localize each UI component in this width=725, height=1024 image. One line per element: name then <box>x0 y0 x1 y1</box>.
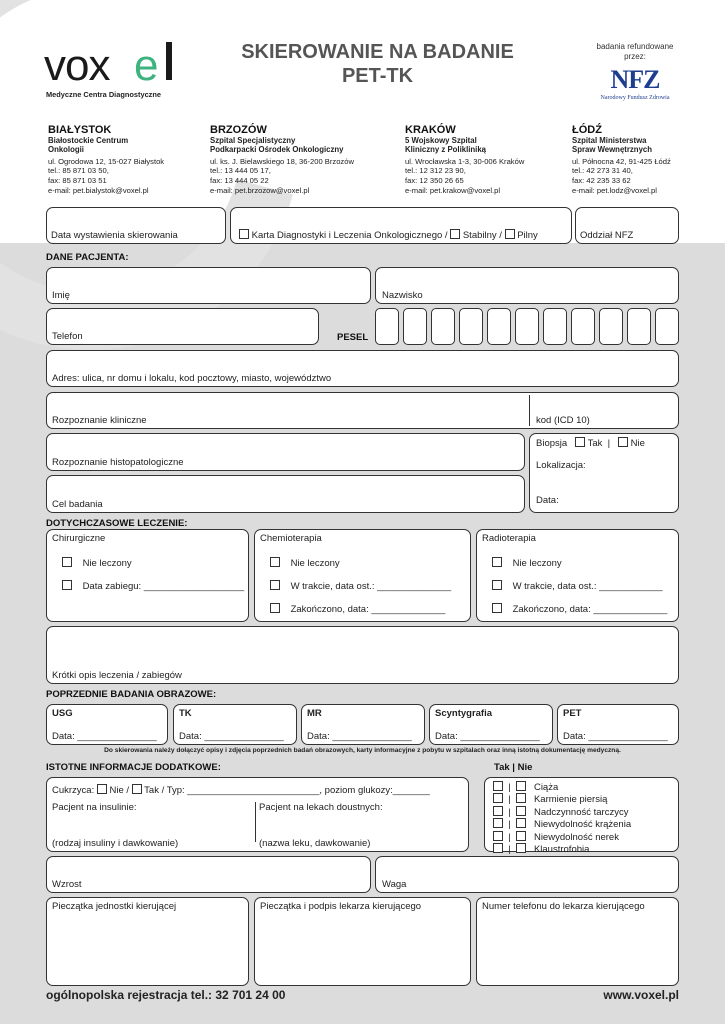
condition-yes-checkbox[interactable] <box>493 793 503 803</box>
form-title-line1: SKIEROWANIE NA BADANIE <box>241 41 514 63</box>
center-institution: Spraw Wewnętrznych <box>572 145 653 155</box>
chemo-not-treated-label: Nie leczony <box>290 558 340 569</box>
biopsy-panel <box>529 433 679 513</box>
condition-label: Nadczynność tarczycy <box>533 806 629 818</box>
center-city: BIAŁYSTOK <box>48 124 112 136</box>
doctor-phone-label: Numer telefonu do lekarza kierującego <box>482 901 645 912</box>
center-phone: tel.: 12 312 23 90, <box>405 166 466 176</box>
condition-yes-checkbox[interactable] <box>493 781 503 791</box>
pesel-digit-cell[interactable] <box>515 308 539 345</box>
radio-not-treated-label: Nie leczony <box>512 558 562 569</box>
height-label: Wzrost <box>52 879 82 890</box>
diabetes-no-label: Nie <box>109 785 124 796</box>
diabetes-row <box>52 784 430 796</box>
imaging-tk-field[interactable] <box>173 704 297 745</box>
center-institution: Onkologii <box>48 145 84 155</box>
radio-title: Radioterapia <box>482 533 536 544</box>
icd-code-label: kod (ICD 10) <box>536 415 590 426</box>
conditions-panel <box>484 777 679 856</box>
condition-no-checkbox[interactable] <box>516 831 526 841</box>
radio-option-finished <box>492 603 667 615</box>
chemo-ongoing-checkbox[interactable] <box>270 580 280 590</box>
stable-checkbox[interactable] <box>450 229 460 239</box>
imaging-name: PET <box>563 708 582 719</box>
imaging-name: USG <box>52 708 73 719</box>
imaging-note: Do skierowania należy dołączyć opisy i zdjęcia poprzednich badań obrazowych, karty informacyjne z pobytu w szpitalach oraz inną istotną dokumentację medyczną. <box>104 747 621 754</box>
nfz-name: Narodowy Fundusz Zdrowia <box>600 95 670 101</box>
imaging-mr-field[interactable] <box>301 704 425 745</box>
chemo-finished-checkbox[interactable] <box>270 603 280 613</box>
diabetes-type-label: Typ: _________________________, poziom glukozy:_______ <box>166 785 430 796</box>
center-institution: Kliniczny z Polikliniką <box>405 145 487 155</box>
center-institution: Podkarpacki Ośrodek Onkologiczny <box>210 145 344 155</box>
center-institution: Białostockie Centrum <box>48 136 129 145</box>
center-bialystok <box>48 124 218 195</box>
pesel-digit-cell[interactable] <box>431 308 455 345</box>
chemo-option-not-treated <box>270 557 340 569</box>
oral-drugs-label: Pacjent na lekach doustnych: <box>259 802 383 813</box>
insulin-label: Pacjent na insulinie: <box>52 802 137 813</box>
imaging-date: Data: _______________ <box>307 731 412 742</box>
center-institution: 5 Wojskowy Szpital <box>405 136 477 145</box>
chemo-panel <box>254 529 471 622</box>
additional-section-heading: ISTOTNE INFORMACJE DODATKOWE: <box>46 762 221 773</box>
goal-label: Cel badania <box>52 499 103 510</box>
diabetes-no-checkbox[interactable] <box>97 784 107 794</box>
separator: | <box>508 844 511 856</box>
center-email: e-mail: pet.lodz@voxel.pl <box>572 185 657 195</box>
height-field[interactable] <box>46 856 371 893</box>
separator: | <box>508 819 511 831</box>
voxel-logo-mark <box>44 38 184 88</box>
radio-option-not-treated <box>492 557 562 569</box>
center-fax: fax: 13 444 05 22 <box>210 176 269 185</box>
pesel-digit-cell[interactable] <box>403 308 427 345</box>
conditions-list <box>493 781 631 855</box>
website-link[interactable]: www.voxel.pl <box>603 988 679 1002</box>
clinical-diagnosis-field[interactable] <box>46 392 679 429</box>
biopsy-yes-label: Tak <box>587 438 603 449</box>
doctor-phone-field[interactable] <box>476 897 679 986</box>
condition-row <box>493 818 631 830</box>
imaging-usg-field[interactable] <box>46 704 168 745</box>
treatment-summary-field[interactable] <box>46 626 679 684</box>
nfz-logo: NFZ <box>610 65 660 94</box>
condition-label: Karmienie piersią <box>533 794 608 806</box>
treatment-section-heading: DOTYCHCZASOWE LECZENIE: <box>46 518 188 529</box>
center-city: KRAKÓW <box>405 124 456 136</box>
chemo-title: Chemioterapia <box>260 533 322 544</box>
refund-line1: badania refundowane <box>596 42 674 51</box>
imaging-date: Data: _______________ <box>563 731 668 742</box>
nfz-branch-field[interactable] <box>575 207 679 244</box>
oral-drugs-hint: (nazwa leku, dawkowanie) <box>259 838 371 849</box>
goal-field[interactable] <box>46 475 525 513</box>
separator: | <box>607 438 611 449</box>
first-name-field[interactable] <box>46 267 371 304</box>
center-contact <box>405 157 575 195</box>
histopathology-label: Rozpoznanie histopatologiczne <box>52 457 184 468</box>
condition-row <box>493 806 631 818</box>
center-city: BRZOZÓW <box>210 124 267 136</box>
imaging-scintigraphy-field[interactable] <box>429 704 553 745</box>
pesel-digit-cell[interactable] <box>599 308 623 345</box>
urgent-checkbox[interactable] <box>505 229 515 239</box>
center-address: ul. Ogrodowa 12, 15-027 Białystok <box>48 156 165 166</box>
center-fax: fax: 85 871 03 51 <box>48 176 107 185</box>
condition-label: Klaustrofobia <box>533 844 590 856</box>
radio-finished-checkbox[interactable] <box>492 603 502 613</box>
icd-divider <box>529 395 530 426</box>
surgical-option-not-treated <box>62 557 132 569</box>
center-email: e-mail: pet.brzozow@voxel.pl <box>210 185 310 195</box>
separator: / <box>499 230 502 241</box>
pesel-digit-cell[interactable] <box>627 308 651 345</box>
pesel-digit-cell[interactable] <box>375 308 399 345</box>
chemo-option-ongoing <box>270 580 451 592</box>
surgical-not-treated-label: Nie leczony <box>82 558 132 569</box>
condition-yes-checkbox[interactable] <box>493 818 503 828</box>
center-institution: Szpital Specjalistyczny <box>210 136 296 145</box>
form-title <box>200 40 555 88</box>
doctor-stamp-field[interactable] <box>254 897 471 986</box>
imaging-section-heading: POPRZEDNIE BADANIA OBRAZOWE: <box>46 689 217 700</box>
patient-section-heading: DANE PACJENTA: <box>46 252 129 263</box>
condition-no-checkbox[interactable] <box>516 843 526 853</box>
center-lodz <box>572 124 712 195</box>
separator: / <box>126 785 130 796</box>
oncology-card-options <box>239 229 538 241</box>
separator: / <box>444 230 448 241</box>
surgical-date-checkbox[interactable] <box>62 580 72 590</box>
biopsy-label: Biopsja <box>536 438 568 449</box>
diabetes-yes-checkbox[interactable] <box>132 784 142 794</box>
surgical-title: Chirurgiczne <box>52 533 106 544</box>
condition-yes-checkbox[interactable] <box>493 843 503 853</box>
condition-row <box>493 843 631 855</box>
center-fax: fax: 12 350 26 65 <box>405 176 464 185</box>
first-name-label: Imię <box>52 290 70 301</box>
svg-text:e: e <box>134 41 159 88</box>
unit-stamp-field[interactable] <box>46 897 249 986</box>
oncology-card-field[interactable] <box>230 207 572 244</box>
insulin-hint: (rodzaj insuliny i dawkowanie) <box>52 838 179 849</box>
chemo-ongoing-label: W trakcie, data ost.: ______________ <box>290 581 452 592</box>
condition-row <box>493 831 631 843</box>
condition-no-checkbox[interactable] <box>516 781 526 791</box>
separator: | <box>508 806 511 818</box>
condition-row <box>493 793 631 805</box>
issue-date-field[interactable] <box>46 207 226 244</box>
unit-stamp-label: Pieczątka jednostki kierującej <box>52 901 177 912</box>
svg-text:vox: vox <box>44 41 110 88</box>
registration-phone: ogólnopolska rejestracja tel.: 32 701 24 00 <box>46 988 286 1002</box>
imaging-name: Scyntygrafia <box>435 708 493 719</box>
center-phone: tel.: 85 871 03 50, <box>48 166 109 176</box>
surgical-option-date <box>62 580 244 592</box>
diabetes-yes-label: Tak <box>144 785 159 796</box>
urgent-label: Pilny <box>517 230 538 241</box>
imaging-date: Data: _______________ <box>52 731 157 742</box>
center-contact <box>48 157 218 195</box>
condition-no-checkbox[interactable] <box>516 793 526 803</box>
refund-info <box>585 42 685 102</box>
form-title-line2: PET-TK <box>341 65 414 87</box>
oncology-card-checkbox[interactable] <box>239 229 249 239</box>
treatment-summary-label: Krótki opis leczenia / zabiegów <box>52 670 182 681</box>
location-label: Lokalizacja: <box>536 460 586 471</box>
weight-label: Waga <box>382 879 407 890</box>
chemo-finished-label: Zakończono, data: ______________ <box>290 604 446 615</box>
imaging-date: Data: _______________ <box>435 731 540 742</box>
radio-ongoing-checkbox[interactable] <box>492 580 502 590</box>
surgical-panel <box>46 529 249 622</box>
refund-line2: przez: <box>624 52 646 61</box>
biopsy-row <box>536 437 645 449</box>
imaging-name: TK <box>179 708 192 719</box>
last-name-field[interactable] <box>375 267 679 304</box>
center-city: ŁÓDŹ <box>572 124 602 136</box>
radio-panel <box>476 529 679 622</box>
radio-option-ongoing <box>492 580 663 592</box>
center-email: e-mail: pet.krakow@voxel.pl <box>405 185 501 195</box>
center-brzozow <box>210 124 380 195</box>
center-contact <box>210 157 380 195</box>
pesel-digit-cell[interactable] <box>487 308 511 345</box>
biopsy-no-label: Nie <box>630 438 645 449</box>
center-address: ul. ks. J. Bielawskiego 18, 36-200 Brzozów <box>210 156 354 166</box>
radio-not-treated-checkbox[interactable] <box>492 557 502 567</box>
radio-ongoing-label: W trakcie, data ost.: ____________ <box>512 581 663 592</box>
address-field[interactable] <box>46 350 679 387</box>
surgical-date-label: Data zabiegu: ___________________ <box>82 581 245 592</box>
condition-no-checkbox[interactable] <box>516 806 526 816</box>
separator: | <box>508 782 511 793</box>
phone-field[interactable] <box>46 308 319 345</box>
clinical-diagnosis-label: Rozpoznanie kliniczne <box>52 415 147 426</box>
radio-finished-label: Zakończono, data: ______________ <box>512 604 668 615</box>
center-institution: Szpital Ministerstwa <box>572 136 647 145</box>
address-label: Adres: ulica, nr domu i lokalu, kod pocztowy, miasto, województwo <box>52 373 332 384</box>
condition-label: Niewydolność nerek <box>533 831 619 843</box>
imaging-name: MR <box>307 708 322 719</box>
biopsy-yes-checkbox[interactable] <box>575 437 585 447</box>
pesel-digit-cell[interactable] <box>571 308 595 345</box>
oncology-card-label: Karta Diagnostyki i Leczenia Onkologicznego <box>251 230 443 241</box>
biopsy-date-label: Data: <box>536 495 559 506</box>
yes-no-header: Tak | Nie <box>494 762 533 773</box>
center-phone: tel.: 13 444 05 17, <box>210 166 271 176</box>
condition-row <box>493 781 631 793</box>
last-name-label: Nazwisko <box>382 290 423 301</box>
surgical-not-treated-checkbox[interactable] <box>62 557 72 567</box>
center-fax: fax: 42 235 33 62 <box>572 176 631 185</box>
stable-label: Stabilny <box>462 230 497 241</box>
condition-yes-checkbox[interactable] <box>493 831 503 841</box>
diabetes-divider <box>255 802 256 842</box>
imaging-date: Data: _______________ <box>179 731 284 742</box>
center-contact <box>572 157 712 195</box>
nfz-branch-label: Oddział NFZ <box>580 230 634 241</box>
pesel-digit-cell[interactable] <box>543 308 567 345</box>
condition-no-checkbox[interactable] <box>516 818 526 828</box>
condition-yes-checkbox[interactable] <box>493 806 503 816</box>
condition-label: Niewydolność krążenia <box>533 819 632 831</box>
issue-date-label: Data wystawienia skierowania <box>51 230 178 241</box>
phone-label: Telefon <box>52 331 83 342</box>
doctor-stamp-label: Pieczątka i podpis lekarza kierującego <box>260 901 422 912</box>
diabetes-panel <box>46 777 469 852</box>
logo-subtitle: Medyczne Centra Diagnostyczne <box>46 90 161 99</box>
center-address: ul. Wrocławska 1-3, 30-006 Kraków <box>405 156 525 166</box>
separator: / <box>161 785 165 796</box>
voxel-logo <box>44 38 184 88</box>
chemo-not-treated-checkbox[interactable] <box>270 557 280 567</box>
biopsy-no-checkbox[interactable] <box>618 437 628 447</box>
imaging-pet-field[interactable] <box>557 704 679 745</box>
pesel-digit-cell[interactable] <box>459 308 483 345</box>
center-krakow <box>405 124 575 195</box>
chemo-option-finished <box>270 603 445 615</box>
center-email: e-mail: pet.bialystok@voxel.pl <box>48 185 149 195</box>
histopathology-field[interactable] <box>46 433 525 471</box>
weight-field[interactable] <box>375 856 679 893</box>
center-phone: tel.: 42 273 31 40, <box>572 166 633 176</box>
diabetes-label: Cukrzyca: <box>52 785 95 796</box>
pesel-digit-cell[interactable] <box>655 308 679 345</box>
separator: | <box>508 794 511 806</box>
center-address: ul. Północna 42, 91-425 Łódź <box>572 156 671 166</box>
separator: | <box>508 831 511 843</box>
pesel-label: PESEL <box>337 332 369 343</box>
condition-label: Ciąża <box>533 782 559 793</box>
